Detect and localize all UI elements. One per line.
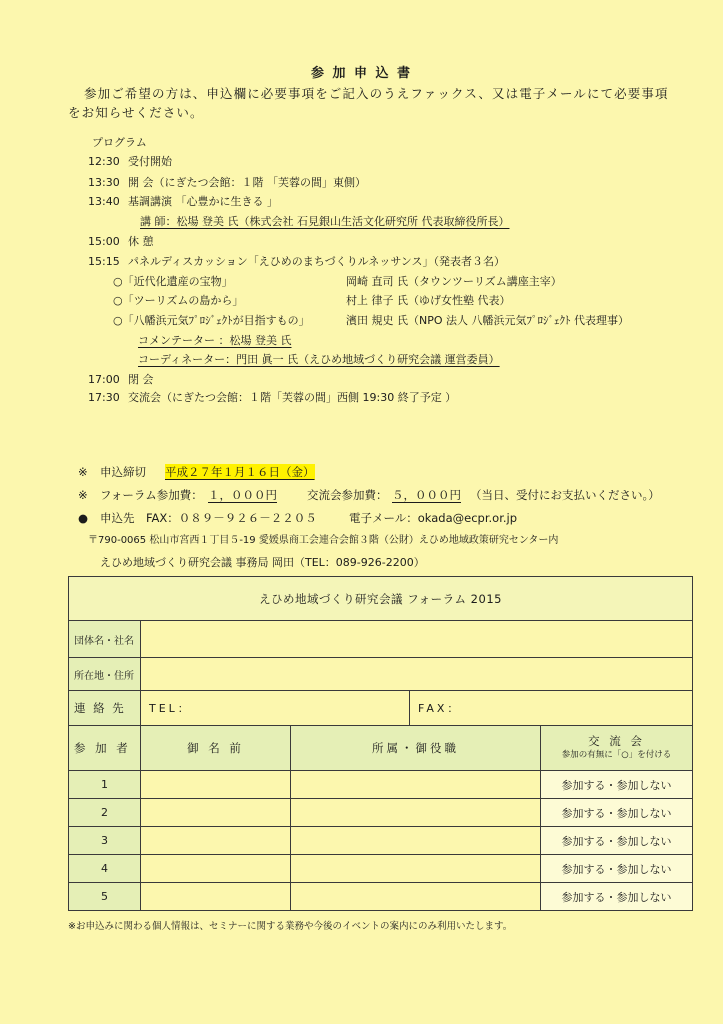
address-label: 所在地・住所 — [69, 658, 141, 691]
participant-number: 1 — [69, 771, 141, 799]
coordinator: コーディネーター：門田 眞一 氏（えひめ地域づくり研究会議 運営委員） — [138, 353, 500, 366]
address-field[interactable] — [141, 658, 693, 691]
participant-1-name-field[interactable] — [141, 771, 291, 799]
program-text: パネルディスカッション「えひめのまちづくりルネッサンス」（発表者３名） — [128, 255, 505, 268]
participant-4-exchange-choice[interactable]: 参加する・参加しない — [541, 855, 693, 883]
contact-split — [141, 691, 692, 725]
program-time: 12:30 — [88, 155, 120, 168]
participant-number: 2 — [69, 799, 141, 827]
program-heading: プログラム — [92, 136, 147, 149]
application-form-table — [68, 576, 693, 911]
fax-field[interactable] — [410, 691, 692, 725]
document-title: 参 加 申 込 書 — [310, 66, 413, 81]
contact-label: 申込先 — [100, 511, 135, 525]
participant-4-name-field[interactable] — [141, 855, 291, 883]
program-text: 休 憩 — [128, 235, 154, 248]
bullet-marker: ○ — [113, 275, 123, 288]
org-name-field[interactable] — [141, 621, 693, 658]
forum-fee-amount: １，０００円 — [208, 488, 277, 502]
presentation-title: 「八幡浜元気ﾌﾟﾛｼﾞｪｸﾄが目指すもの」 — [122, 314, 310, 327]
fax-number: FAX：０８９－９２６－２２０５ — [146, 511, 317, 525]
payment-note: （当日、受付にお支払いください。） — [470, 488, 660, 502]
presentation-item — [113, 274, 693, 290]
program-time: 13:30 — [88, 176, 120, 189]
program-text: 閉 会 — [128, 373, 154, 386]
keynote-speaker: 講 師：松場 登美 氏（株式会社 石見銀山生活文化研究所 代表取締役所長） — [140, 215, 510, 228]
tel-label: TEL： — [149, 702, 192, 715]
presentation-speaker: 濱田 規史 氏（NPO 法人 八幡浜元気ﾌﾟﾛｼﾞｪｸﾄ 代表理事） — [346, 314, 630, 327]
program-social — [88, 390, 456, 406]
program-time: 13:40 — [88, 195, 120, 208]
contact-info-label: 連 絡 先 — [69, 691, 141, 726]
participant-3-name-field[interactable] — [141, 827, 291, 855]
participant-number: 3 — [69, 827, 141, 855]
program-closing — [88, 372, 154, 388]
privacy-note: ※お申込みに関わる個人情報は、セミナーに関する業務や今後のイベントの案内にのみ利用いたします。 — [68, 921, 513, 932]
commentator: コメンテーター ：松場 登美 氏 — [138, 334, 292, 347]
presentation-item — [113, 313, 693, 329]
program-text: 交流会（にぎたつ会館：１階「芙蓉の間」西側 19:30 終了予定 ） — [128, 391, 457, 404]
postal-address: 〒790-0065 松山市宮西１丁目５-19 愛媛県商工会連合会館３階（公財）えひめ地域政策研究センター内 — [88, 535, 559, 546]
forum-fee-label: フォーラム参加費： — [100, 488, 203, 502]
org-name-label: 団体名・社名 — [69, 621, 141, 658]
program-reception — [88, 154, 172, 170]
program-text: 基調講演 「心豊かに生きる 」 — [128, 195, 278, 208]
presentation-item — [113, 293, 693, 309]
table-row — [69, 855, 693, 883]
bullet-marker: ○ — [113, 294, 123, 307]
intro-line-2: をお知らせください。 — [68, 105, 204, 120]
intro-line-1: 参加ご希望の方は、申込欄に必要事項をご記入のうえファックス、又は電子メールにて必要事項 — [84, 86, 669, 101]
name-column-header: 御 名 前 — [141, 726, 291, 771]
program-time: 15:00 — [88, 235, 120, 248]
program-time: 15:15 — [88, 255, 120, 268]
contact-fields — [141, 691, 693, 726]
social-fee-amount: ５，０００円 — [392, 488, 461, 502]
table-row — [69, 771, 693, 799]
participant-3-affiliation-field[interactable] — [291, 827, 541, 855]
program-text: 開 会（にぎたつ会館：１階 「芙蓉の間」東側） — [128, 176, 366, 189]
program-break — [88, 234, 154, 250]
participant-number: 5 — [69, 883, 141, 911]
contact-notice — [78, 510, 718, 526]
presentation-speaker: 村上 律子 氏（ゆげ女性塾 代表） — [346, 294, 511, 307]
program-time: 17:30 — [88, 391, 120, 404]
fee-notice — [78, 487, 718, 503]
participant-1-affiliation-field[interactable] — [291, 771, 541, 799]
participant-label: 参 加 者 — [69, 726, 141, 771]
table-row — [69, 799, 693, 827]
presentation-speaker: 岡崎 直司 氏（タウンツーリズム講座主宰） — [346, 275, 562, 288]
form-title: えひめ地域づくり研究会議 フォーラム 2015 — [69, 577, 693, 621]
participant-2-affiliation-field[interactable] — [291, 799, 541, 827]
table-row — [69, 883, 693, 911]
program-opening — [88, 175, 366, 191]
participant-2-exchange-choice[interactable]: 参加する・参加しない — [541, 799, 693, 827]
presentation-title: 「ツーリズムの島から」 — [122, 294, 244, 307]
deadline-notice — [78, 464, 718, 480]
participant-1-exchange-choice[interactable]: 参加する・参加しない — [541, 771, 693, 799]
program-panel — [88, 254, 505, 270]
participant-5-exchange-choice[interactable]: 参加する・参加しない — [541, 883, 693, 911]
fax-label: FAX： — [418, 702, 462, 715]
bullet-marker: ○ — [113, 314, 123, 327]
affiliation-column-header: 所属・御役職 — [291, 726, 541, 771]
participant-4-affiliation-field[interactable] — [291, 855, 541, 883]
table-row — [69, 827, 693, 855]
email-address[interactable]: 電子メール：okada@ecpr.or.jp — [349, 511, 518, 525]
program-time: 17:00 — [88, 373, 120, 386]
exchange-label: 交 流 会 — [588, 734, 645, 748]
note-mark: ※ — [78, 488, 88, 502]
participant-2-name-field[interactable] — [141, 799, 291, 827]
participant-3-exchange-choice[interactable]: 参加する・参加しない — [541, 827, 693, 855]
note-mark: ※ — [78, 465, 88, 479]
participant-number: 4 — [69, 855, 141, 883]
bullet-dot-icon: ● — [78, 511, 89, 525]
participant-5-affiliation-field[interactable] — [291, 883, 541, 911]
participant-5-name-field[interactable] — [141, 883, 291, 911]
exchange-note: 参加の有無に「○」を付ける — [561, 750, 672, 760]
deadline-label: 申込締切 — [100, 465, 146, 479]
program-text: 受付開始 — [128, 155, 172, 168]
deadline-date: 平成２７年１月１６日（金） — [165, 465, 315, 479]
program-keynote — [88, 194, 278, 210]
exchange-column-header — [541, 726, 693, 771]
social-fee-label: 交流会参加費： — [307, 488, 388, 502]
presentation-title: 「近代化遺産の宝物」 — [122, 275, 233, 288]
office-contact: えひめ地域づくり研究会議 事務局 岡田（TEL：089-926-2200） — [100, 556, 425, 569]
tel-field[interactable] — [141, 691, 410, 725]
